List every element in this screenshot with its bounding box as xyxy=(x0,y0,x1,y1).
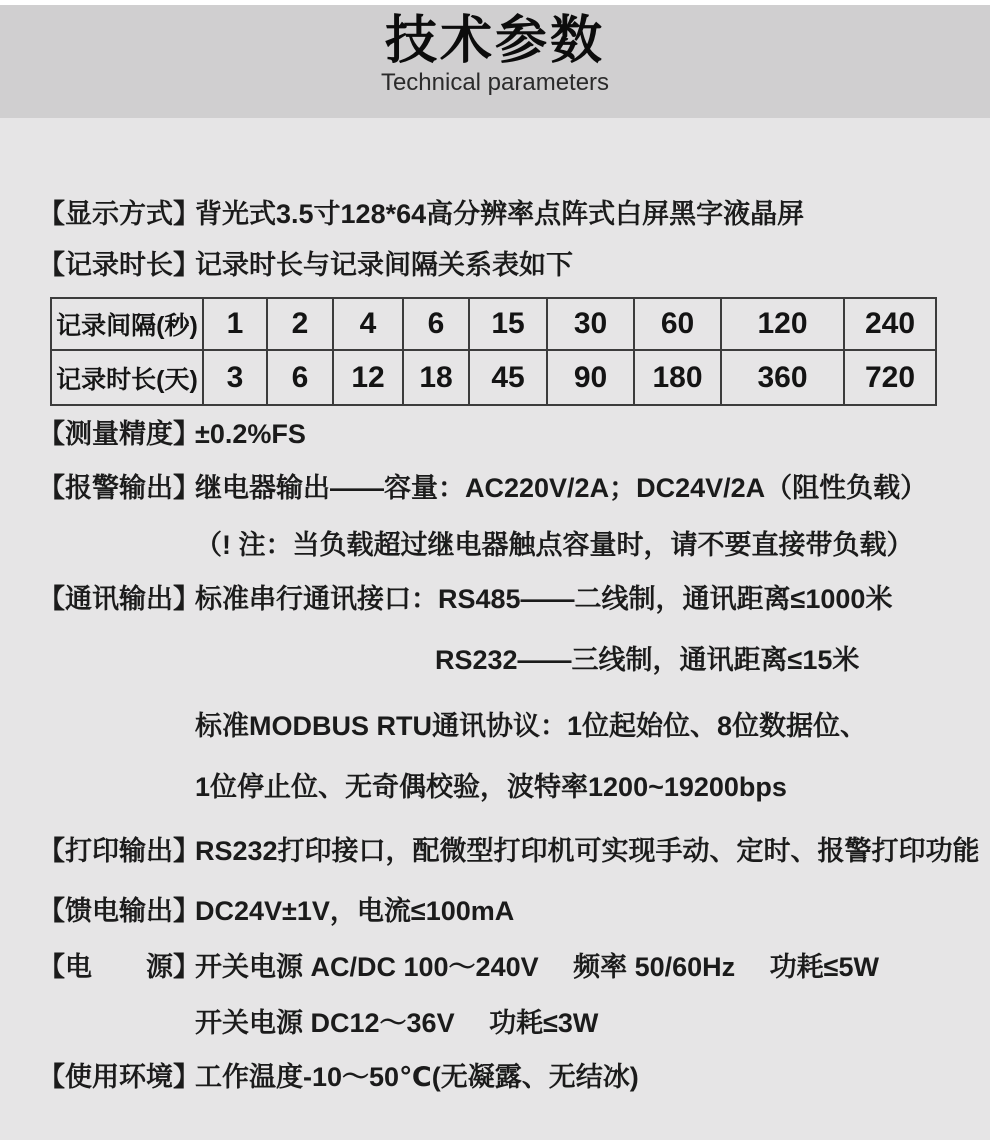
table-cell: 45 xyxy=(469,350,547,405)
spec-value-display: 背光式3.5寸128*64高分辨率点阵式白屏黑字液晶屏 xyxy=(195,199,805,229)
table-cell: 3 xyxy=(203,350,267,405)
spec-row-feed xyxy=(38,891,514,931)
spec-label-precision: 【测量精度】 xyxy=(38,419,200,449)
header-band xyxy=(0,5,990,118)
spec-row-env xyxy=(38,1057,639,1097)
spec-value-power: 开关电源 AC/DC 100～240V 频率 50/60Hz 功耗≤5W xyxy=(195,952,879,982)
spec-value-power-dc: 开关电源 DC12～36V 功耗≤3W xyxy=(195,1008,599,1038)
table-cell: 60 xyxy=(634,298,721,350)
spec-row-precision xyxy=(38,414,306,454)
table-cell: 90 xyxy=(547,350,634,405)
spec-row-record xyxy=(38,245,573,285)
spec-row-display xyxy=(38,194,804,234)
spec-label-feed: 【馈电输出】 xyxy=(38,896,200,926)
table-cell: 12 xyxy=(333,350,403,405)
table-cell: 6 xyxy=(267,350,333,405)
spec-label-alarm: 【报警输出】 xyxy=(38,473,200,503)
table-row-header: 记录间隔(秒) xyxy=(51,298,203,350)
table-cell: 6 xyxy=(403,298,469,350)
table-cell: 30 xyxy=(547,298,634,350)
spec-value-env: 工作温度-10～50℃(无凝露、无结冰) xyxy=(195,1062,639,1092)
spec-value-comm: 标准串行通讯接口：RS485——二线制，通讯距离≤1000米 xyxy=(195,584,893,614)
spec-label-record: 【记录时长】 xyxy=(38,250,200,280)
table-cell: 18 xyxy=(403,350,469,405)
spec-value-comm-rs232: RS232——三线制，通讯距离≤15米 xyxy=(435,645,860,675)
spec-label-power: 【电 源】 xyxy=(38,952,200,982)
spec-value-alarm: 继电器输出——容量：AC220V/2A；DC24V/2A（阻性负载） xyxy=(195,473,928,503)
spec-row-comm xyxy=(38,579,892,619)
table-row-header: 记录时长(天) xyxy=(51,350,203,405)
spec-label-print: 【打印输出】 xyxy=(38,836,200,866)
spec-label-comm: 【通讯输出】 xyxy=(38,584,200,614)
spec-value-record: 记录时长与记录间隔关系表如下 xyxy=(195,250,573,280)
spec-value-comm-modbus: 标准MODBUS RTU通讯协议：1位起始位、8位数据位、 xyxy=(195,711,868,741)
spec-row-print xyxy=(38,831,980,871)
table-cell: 120 xyxy=(721,298,844,350)
table-cell: 720 xyxy=(844,350,936,405)
spec-note-alarm: （! 注：当负载超过继电器触点容量时，请不要直接带负载） xyxy=(195,530,914,560)
spec-row-power xyxy=(38,947,879,987)
table-cell: 2 xyxy=(267,298,333,350)
table-cell: 180 xyxy=(634,350,721,405)
spec-label-display: 【显示方式】 xyxy=(38,199,200,229)
spec-row-alarm xyxy=(38,468,927,508)
spec-value-comm-baud: 1位停止位、无奇偶校验，波特率1200~19200bps xyxy=(195,772,787,802)
table-cell: 1 xyxy=(203,298,267,350)
page-title: 技术参数 xyxy=(384,12,605,70)
table-cell: 240 xyxy=(844,298,936,350)
table-cell: 360 xyxy=(721,350,844,405)
table-cell: 15 xyxy=(469,298,547,350)
table-row-duration xyxy=(51,350,936,405)
page-subtitle: Technical parameters xyxy=(380,69,610,96)
record-interval-table xyxy=(50,297,937,406)
spec-value-print: RS232打印接口，配微型打印机可实现手动、定时、报警打印功能 xyxy=(195,836,980,866)
spec-value-feed: DC24V±1V，电流≤100mA xyxy=(195,896,515,926)
table-row-interval xyxy=(51,298,936,350)
spec-value-precision: ±0.2%FS xyxy=(195,419,306,449)
table-cell: 4 xyxy=(333,298,403,350)
spec-label-env: 【使用环境】 xyxy=(38,1062,200,1092)
